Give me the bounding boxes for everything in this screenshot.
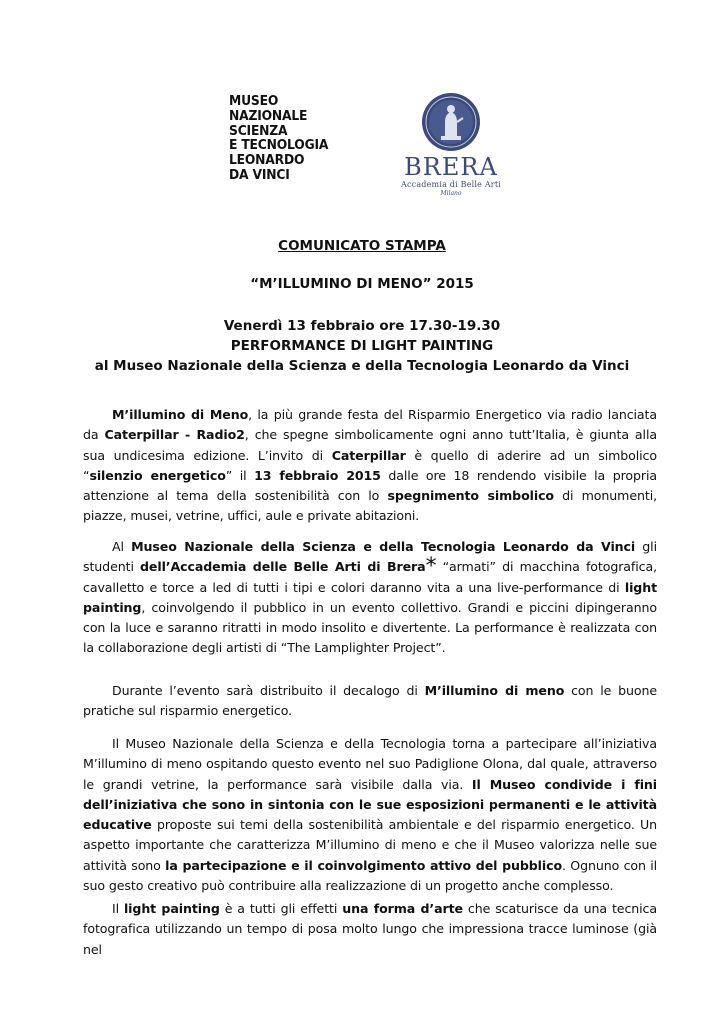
text-run: . Ognuno con il suo gesto creativo può contribuire alla realizzazione di un progetto anche complesso. xyxy=(83,857,658,894)
text-run: ” il xyxy=(225,467,255,483)
event-date: Venerdì 13 febbraio ore 17.30-19.30 xyxy=(223,318,501,334)
museo-logo-line: DA VINCI xyxy=(229,167,290,183)
text-run: , la più grande festa del Risparmio Energetico via radio lanciata da xyxy=(83,407,657,443)
bold-text: dell’Accademia delle Belle Arti di Brera xyxy=(140,559,426,575)
bold-text: Caterpillar - Radio2 xyxy=(104,427,245,443)
bold-text: Museo Nazionale della Scienza e della Tecnologia Leonardo da Vinci xyxy=(131,539,636,554)
bold-text: una forma d’arte xyxy=(342,901,463,916)
text-run: Durante l’evento sarà distribuito il decalogo di xyxy=(112,683,425,698)
museo-logo-line: MUSEO xyxy=(229,94,279,109)
event-title: PERFORMANCE DI LIGHT PAINTING xyxy=(230,338,494,354)
museo-logo-line: SCIENZA xyxy=(229,123,288,139)
bold-text: Caterpillar xyxy=(331,447,406,463)
museo-logo xyxy=(229,95,330,184)
text-run: “armati” di macchina fotografica, cavalletto e torce a led di tutti i tipi e colori daranno vita a una live-performance di xyxy=(83,559,657,595)
bold-text: Il Museo condivide i fini dell’iniziativa che sono in sintonia con le sue esposizioni permanenti e le attività educative xyxy=(83,776,658,833)
text-run: , coinvolgendo il pubblico in un evento collettivo. Grandi e piccini dipingeranno con la luce e saranno ritratti in modo insolito e divertente. La performance è realizzata con la collaborazione degli artisti di “The Lamplighter Project”. xyxy=(83,599,657,656)
museo-logo-line: E TECNOLOGIA xyxy=(229,138,329,154)
bold-text: spegnimento simbolico xyxy=(387,488,554,504)
text-run: Il xyxy=(112,901,124,916)
brera-city: Milano xyxy=(440,190,462,197)
brera-wordmark: BRERA xyxy=(404,153,498,181)
text-run: Il Museo Nazionale della Scienza e della Tecnologia torna a partecipare all’iniziativa M’illumino di meno ospitando questo evento nel suo Padiglione Olona, dal quale, attraverso le grandi vetrine, la performance sarà visibile dalla via. xyxy=(83,736,657,792)
text-run: con le buone pratiche sul risparmio energetico. xyxy=(83,683,657,719)
paragraph-museum-event xyxy=(83,537,657,659)
headline: “M’ILLUMINO DI MENO” 2015 xyxy=(250,276,474,292)
brera-seal-icon xyxy=(421,92,481,152)
press-release-label: COMUNICATO STAMPA xyxy=(278,238,446,254)
paragraph-text xyxy=(83,899,657,960)
bold-text: la partecipazione e il coinvolgimento attivo del pubblico xyxy=(165,857,563,873)
event-info xyxy=(0,316,724,376)
text-run: di monumenti, piazze, musei, vetrine, uffici, aule e private abitazioni. xyxy=(83,488,657,524)
paragraph-decalogue xyxy=(83,681,657,722)
paragraph-text xyxy=(83,734,657,896)
paragraph-text xyxy=(83,405,657,527)
text-run: gli studenti xyxy=(83,539,657,575)
footnote-asterisk: * xyxy=(425,554,437,580)
bold-text: M’illumino di meno xyxy=(424,683,565,698)
paragraph-text xyxy=(83,537,657,659)
event-venue: al Museo Nazionale della Scienza e della Tecnologia Leonardo da Vinci xyxy=(94,358,630,374)
text-run: proposte sui temi della sostenibilità ambientale e del risparmio energetico. Un aspetto importante che caratterizza M’illumino di meno e che il Museo valorizza nelle sue attività sono xyxy=(83,817,657,873)
paragraph-museum-participation xyxy=(83,734,657,896)
brera-logo xyxy=(396,92,506,198)
text-run: , che spegne simbolicamente ogni anno tutt’Italia, è giunta alla sua undicesima edizione. L’invito di xyxy=(83,427,657,463)
bold-text: M’illumino di Meno xyxy=(112,407,249,422)
bold-text: 13 febbraio 2015 xyxy=(254,467,381,483)
text-run: è quello di aderire ad un simbolico “ xyxy=(83,447,657,483)
text-run: Al xyxy=(112,539,132,554)
museo-logo-line: LEONARDO xyxy=(229,153,305,169)
bold-text: silenzio energetico xyxy=(89,467,226,483)
bold-text: light painting xyxy=(83,579,657,615)
text-run: dalle ore 18 rendendo visibile la propria attenzione al tema della sostenibilità con lo xyxy=(83,467,658,504)
museo-logo-line: NAZIONALE xyxy=(229,108,308,124)
text-run: è a tutti gli effetti xyxy=(219,901,343,916)
paragraph-light-painting xyxy=(83,899,657,960)
paragraph-intro xyxy=(83,405,657,527)
brera-subtitle: Accademia di Belle Arti xyxy=(400,180,502,189)
bold-text: light painting xyxy=(123,901,220,916)
paragraph-text xyxy=(83,681,657,722)
text-run: che scaturisce da una tecnica fotografica utilizzando un tempo di posa molto lungo che impressiona tracce luminose (già nel xyxy=(83,901,657,957)
